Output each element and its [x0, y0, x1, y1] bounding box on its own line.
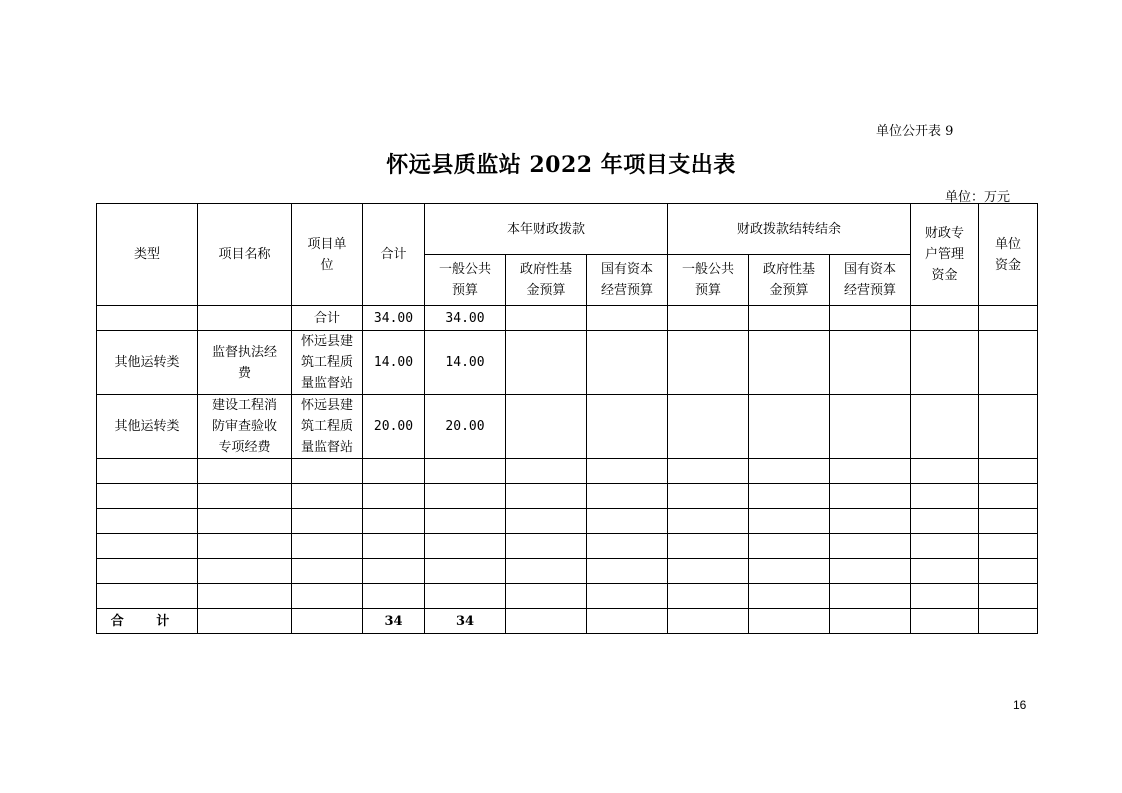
cell-total: 14.00 — [363, 331, 425, 395]
cell-name — [198, 306, 292, 331]
cell-total: 34.00 — [363, 306, 425, 331]
header-unit-funds: 单位资金 — [979, 204, 1038, 306]
cell-unit: 怀远县建筑工程质量监督站 — [292, 331, 363, 395]
header-carry-gov-fund: 政府性基金预算 — [749, 255, 830, 306]
table-row — [97, 395, 1038, 459]
header-total: 合计 — [363, 204, 425, 306]
empty-row — [97, 559, 1038, 584]
cell-name: 监督执法经费 — [198, 331, 292, 395]
header-general-public: 一般公共预算 — [425, 255, 506, 306]
empty-row — [97, 484, 1038, 509]
cell-type — [97, 306, 198, 331]
table-row — [97, 331, 1038, 395]
empty-row — [97, 509, 1038, 534]
cell-name: 建设工程消防审查验收专项经费 — [198, 395, 292, 459]
cell-general: 14.00 — [425, 331, 506, 395]
cell-unit: 合计 — [292, 306, 363, 331]
cell-unit: 怀远县建筑工程质量监督站 — [292, 395, 363, 459]
header-project-name: 项目名称 — [198, 204, 292, 306]
empty-row — [97, 534, 1038, 559]
expenditure-table — [96, 203, 1038, 634]
total-general: 34 — [425, 609, 506, 634]
cell-type: 其他运转类 — [97, 395, 198, 459]
total-sum: 34 — [363, 609, 425, 634]
unit-label: 单位：万元 — [945, 190, 1011, 205]
page-number: 16 — [1013, 698, 1027, 712]
total-label: 合 计 — [97, 609, 198, 634]
header-special-account: 财政专户管理资金 — [911, 204, 979, 306]
empty-row — [97, 459, 1038, 484]
header-state-capital: 国有资本经营预算 — [587, 255, 668, 306]
cell-general: 34.00 — [425, 306, 506, 331]
cell-general: 20.00 — [425, 395, 506, 459]
header-gov-fund: 政府性基金预算 — [506, 255, 587, 306]
header-type: 类型 — [97, 204, 198, 306]
table-row — [97, 306, 1038, 331]
header-carry-state-capital: 国有资本经营预算 — [830, 255, 911, 306]
cell-total: 20.00 — [363, 395, 425, 459]
header-carryover: 财政拨款结转结余 — [668, 204, 911, 255]
total-row — [97, 609, 1038, 634]
form-number: 单位公开表 9 — [876, 124, 954, 139]
cell-type: 其他运转类 — [97, 331, 198, 395]
header-carry-general-public: 一般公共预算 — [668, 255, 749, 306]
header-project-unit: 项目单位 — [292, 204, 363, 306]
empty-row — [97, 584, 1038, 609]
header-current-year: 本年财政拨款 — [425, 204, 668, 255]
page-title: 怀远县质监站 2022 年项目支出表 — [386, 152, 736, 178]
